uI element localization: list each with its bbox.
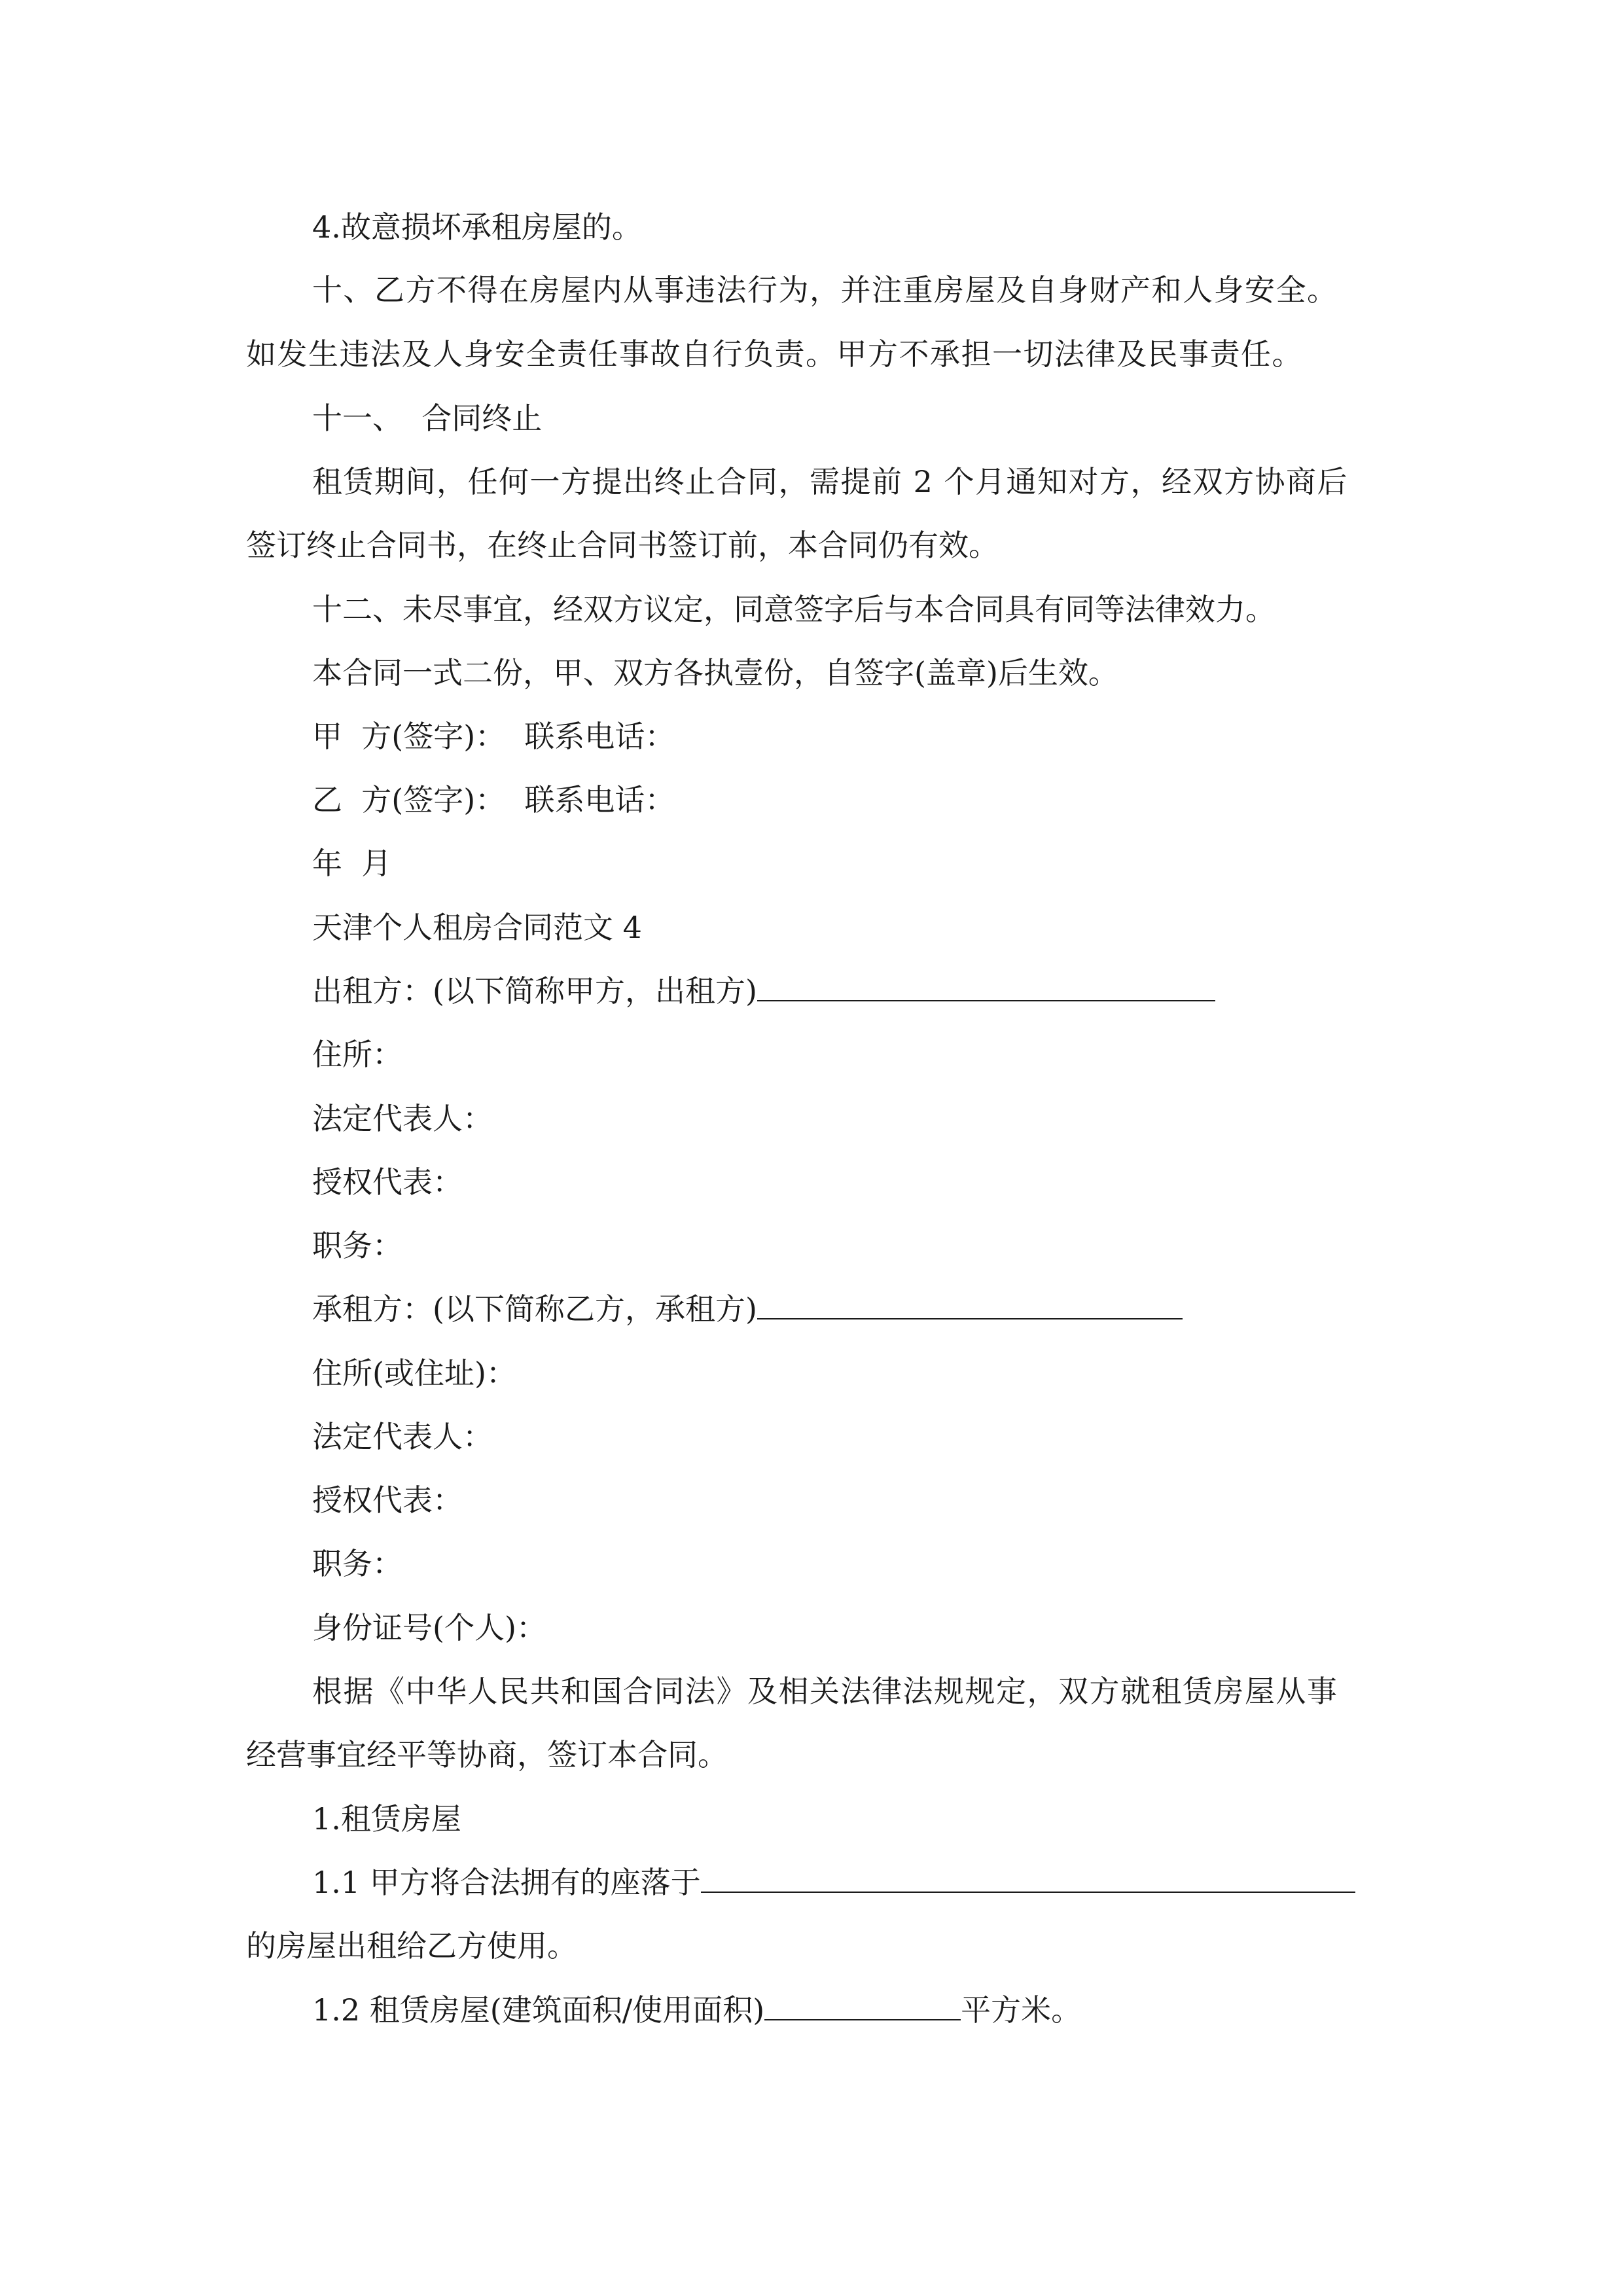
clause-10-line-2: 如发生违法及人身安全责任事故自行负责。甲方不承担一切法律及民事责任。 — [246, 336, 1303, 372]
area-blank — [764, 1993, 961, 2020]
section-1-2: 1.2 租赁房屋(建筑面积/使用面积) 平方米。 — [312, 1992, 1082, 2028]
lessor-authorized-rep: 授权代表： — [312, 1164, 463, 1200]
lessor-legal-rep: 法定代表人： — [312, 1101, 493, 1136]
lessor-position: 职务： — [312, 1228, 402, 1263]
lessee-authorized-rep: 授权代表： — [312, 1482, 463, 1518]
property-location-blank — [701, 1865, 1355, 1893]
party-a-signature-line: 甲 方(签字)： 联系电话： — [312, 719, 675, 754]
section-1-1-line-2: 的房屋出租给乙方使用。 — [246, 1928, 577, 1964]
clause-11-line-2: 签订终止合同书，在终止合同书签订前，本合同仍有效。 — [246, 528, 999, 563]
lessee-address: 住所(或住址)： — [312, 1355, 516, 1391]
lessee-id-number: 身份证号(个人)： — [312, 1610, 546, 1645]
lessee-legal-rep: 法定代表人： — [312, 1419, 493, 1454]
section-1-heading: 1.租赁房屋 — [312, 1801, 461, 1837]
lessor-line: 出租方：(以下简称甲方，出租方) — [312, 972, 1215, 1010]
clause-12: 十二、未尽事宜，经双方议定，同意签字后与本合同具有同等法律效力。 — [312, 592, 1275, 627]
preamble-line-2: 经营事宜经平等协商，签订本合同。 — [246, 1737, 728, 1772]
preamble-line-1: 根据《中华人民共和国合同法》及相关法律法规规定，双方就租赁房屋从事 — [312, 1674, 1338, 1709]
date-line: 年 月 — [312, 846, 392, 881]
clause-11-heading: 十一、 合同终止 — [312, 401, 543, 436]
lessee-position: 职务： — [312, 1546, 402, 1581]
lessor-blank — [757, 974, 1215, 1001]
section-1-1-line-1: 1.1 甲方将合法拥有的座落于 — [312, 1863, 1355, 1901]
lessor-address: 住所： — [312, 1037, 402, 1072]
party-b-signature-line: 乙 方(签字)： 联系电话： — [312, 782, 675, 817]
document-section-title: 天津个人租房合同范文 4 — [312, 910, 642, 945]
clause-11-line-1: 租赁期间，任何一方提出终止合同，需提前 2 个月通知对方，经双方协商后 — [312, 464, 1349, 499]
lessee-blank — [757, 1292, 1183, 1319]
copies-clause: 本合同一式二份，甲、双方各执壹份，自签字(盖章)后生效。 — [312, 655, 1118, 691]
clause-9-item-4: 4.故意损坏承租房屋的。 — [312, 209, 642, 245]
lessee-line: 承租方：(以下简称乙方，承租方) — [312, 1290, 1183, 1328]
clause-10-line-1: 十、乙方不得在房屋内从事违法行为，并注重房屋及自身财产和人身安全。 — [312, 272, 1338, 308]
